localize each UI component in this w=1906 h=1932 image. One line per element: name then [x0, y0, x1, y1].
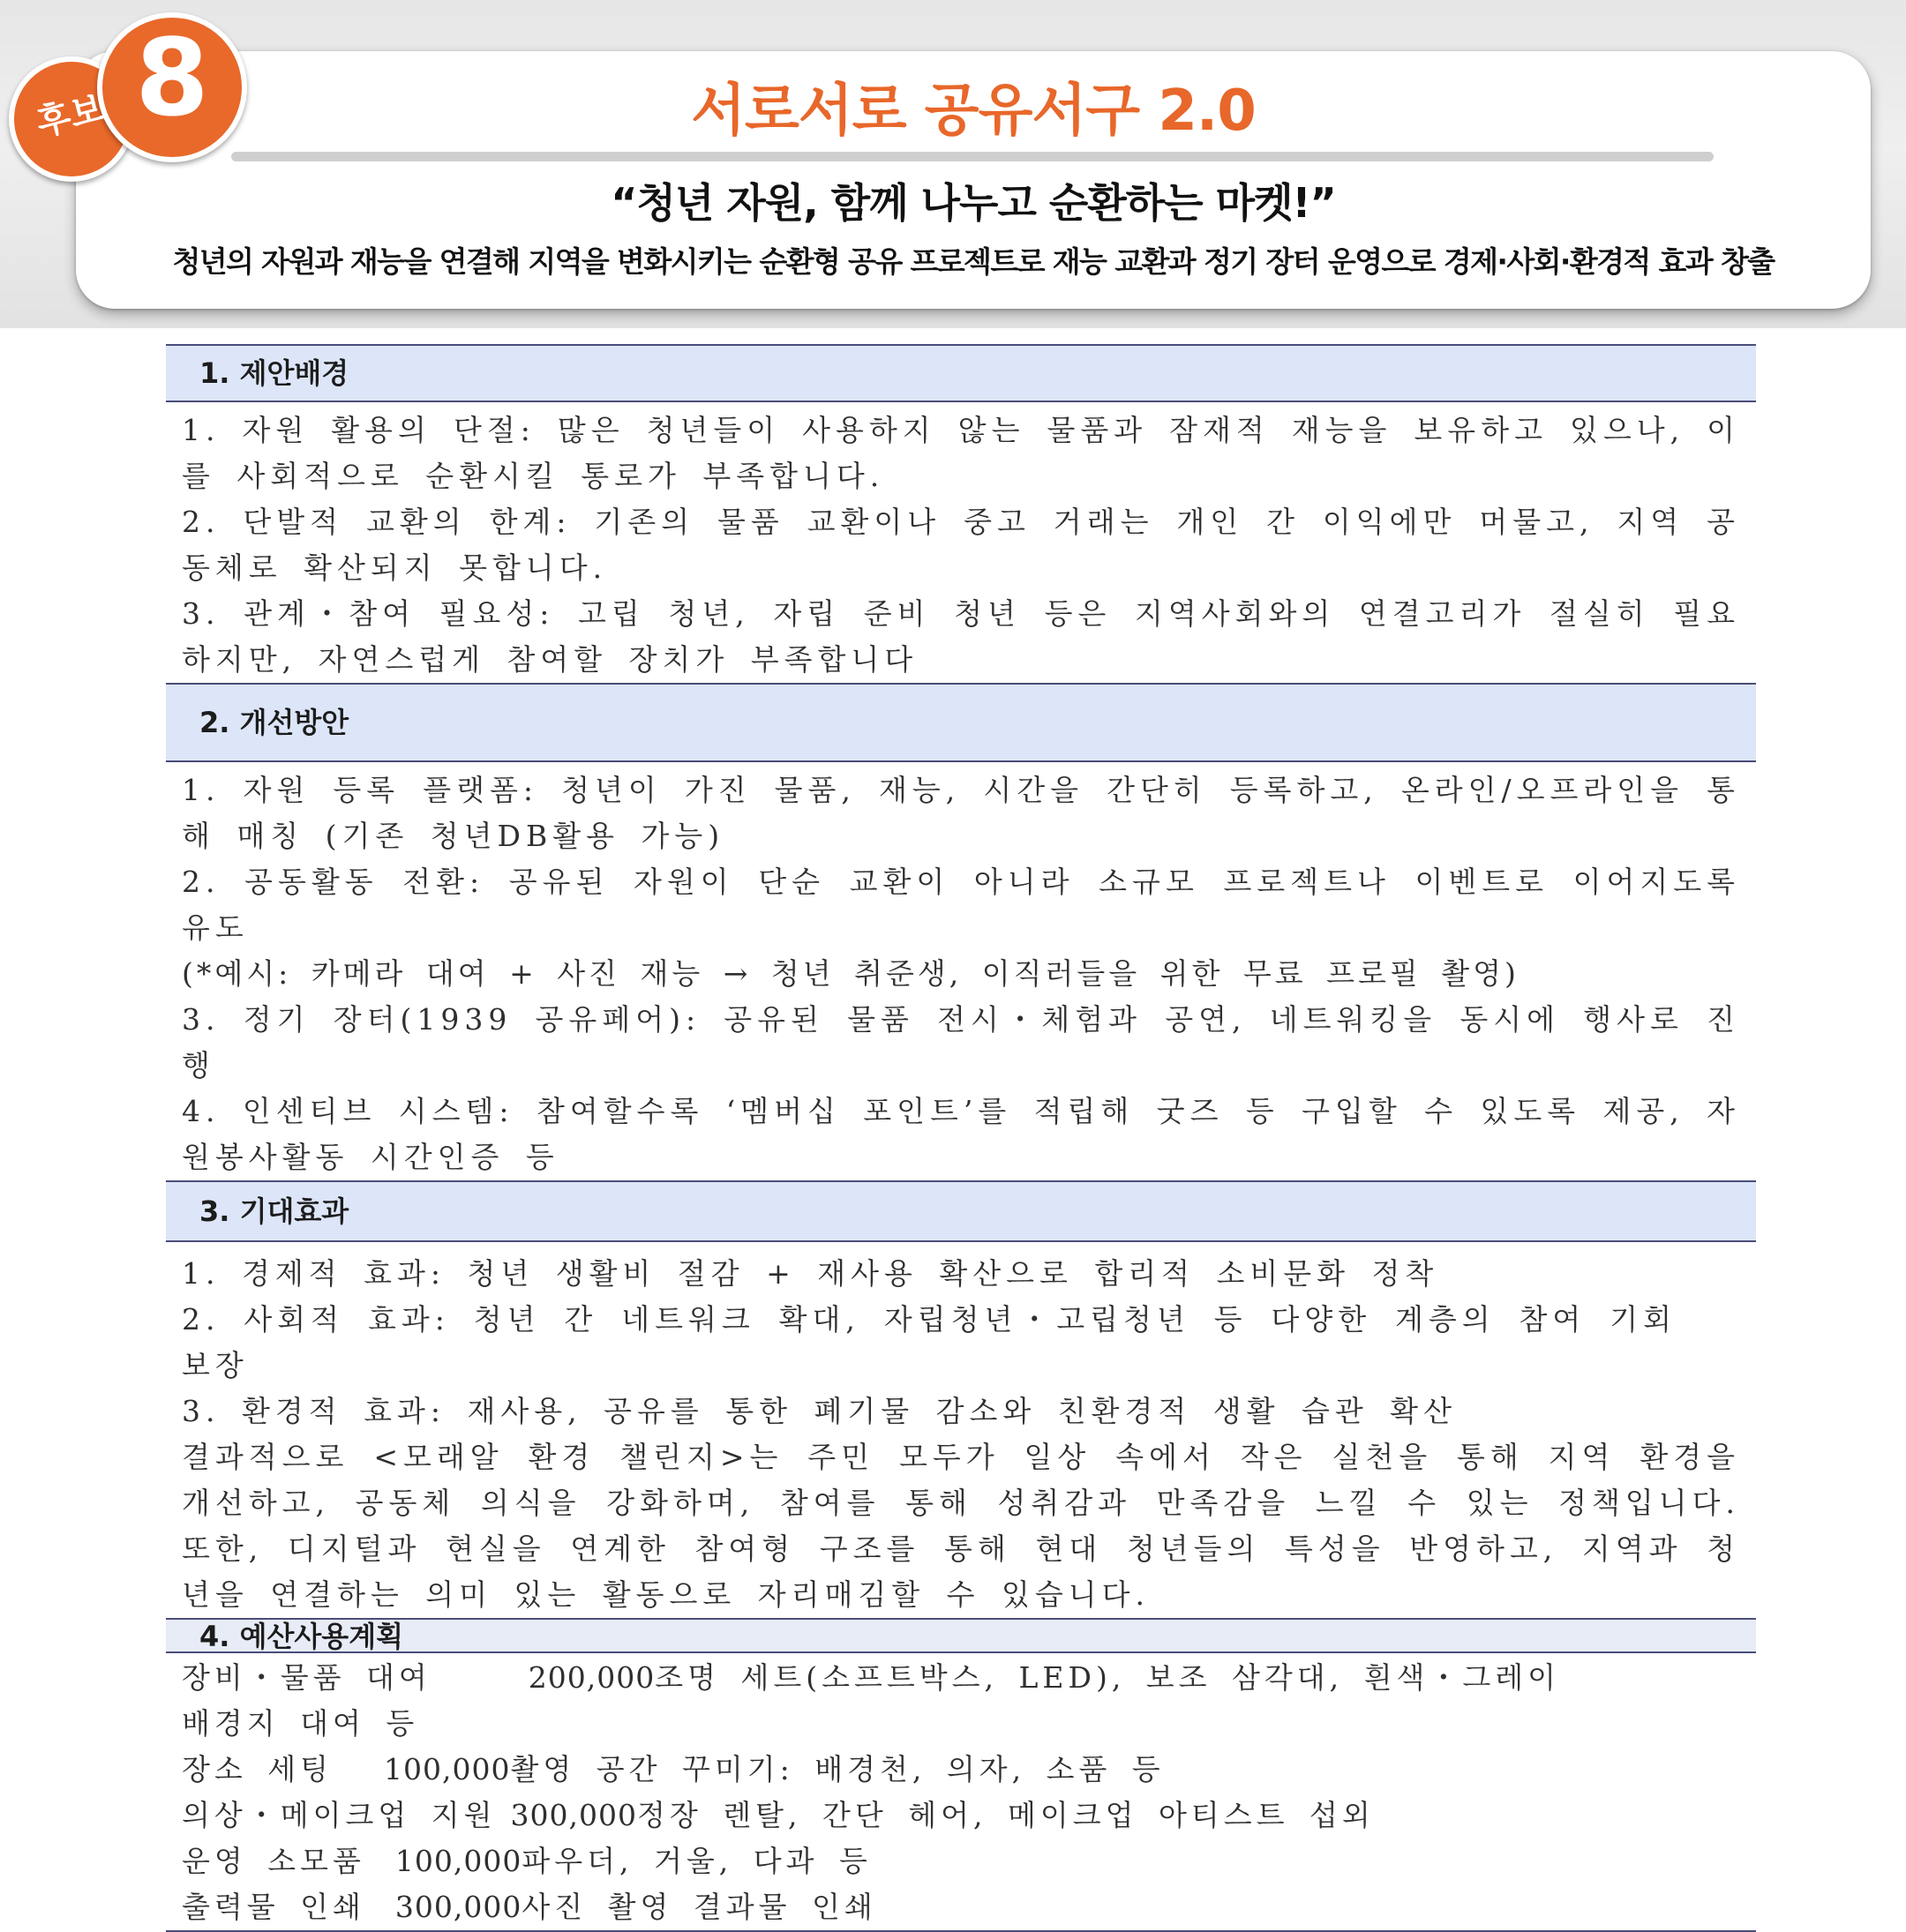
budget-detail: 정장 렌탈, 간단 헤어, 메이크업 아티스트 섭외: [636, 1798, 1375, 1832]
budget-row-continued: [166, 1701, 1756, 1747]
section-heading-background: [166, 1618, 1756, 1653]
title-divider: [231, 152, 1714, 161]
section-heading: 3. 기대효과: [199, 1194, 349, 1228]
page-title: 서로서로 공유서구 2.0: [691, 79, 1256, 144]
list-item: 2. 단발적 교환의 한계: 기존의 물품 교환이나 중고 거래는 개인 간 이익에만 머물고, 지역 공동체로 확산되지 못합니다.: [182, 505, 1740, 585]
list-item: 3. 환경적 효과: 재사용, 공유를 통한 폐기물 감소와 친환경적 생활 습관 확산: [182, 1394, 1457, 1428]
list-item: 1. 경제적 효과: 청년 생활비 절감 + 재사용 확산으로 합리적 소비문화 정착: [182, 1256, 1439, 1291]
budget-amount: 100,000: [384, 1752, 511, 1786]
list-item: 3. 관계・참여 필요성: 고립 청년, 자립 준비 청년 등은 지역사회와의 연결고리가 절실히 필요하지만, 자연스럽게 참여할 장치가 부족합니다: [182, 596, 1740, 677]
slogan: “청년 자원, 함께 나누고 순환하는 마켓!”: [611, 179, 1336, 227]
budget-item: 운영 소모품: [182, 1844, 365, 1878]
budget-row: [166, 1655, 1756, 1701]
budget-amount: 300,000: [394, 1890, 522, 1924]
badge-number: 8: [135, 18, 209, 140]
budget-detail: 파우더, 거울, 다과 등: [522, 1844, 872, 1878]
section-body: [166, 402, 1756, 683]
budget-item: 의상・메이크업 지원: [182, 1798, 497, 1832]
budget-table: [166, 1653, 1756, 1932]
section-heading-background: [166, 683, 1756, 762]
section-heading-background: [166, 1180, 1756, 1242]
budget-amount: 300,000: [510, 1798, 637, 1832]
proposal-document: [166, 344, 1756, 1932]
budget-row: [166, 1747, 1756, 1793]
budget-detail: 촬영 공간 꾸미기: 배경천, 의자, 소품 등: [510, 1752, 1165, 1786]
budget-item: 장비・물품 대여: [182, 1660, 431, 1695]
budget-amount: 200,000: [528, 1660, 656, 1695]
list-item: 2. 사회적 효과: 청년 간 네트워크 확대, 자립청년・고립청년 등 다양한 계층의 참여 기회 보장: [182, 1302, 1677, 1382]
budget-row: [166, 1793, 1756, 1838]
budget-amount: 100,000: [394, 1844, 522, 1878]
candidate-badge: [9, 12, 240, 171]
list-item: 2. 공동활동 전환: 공유된 자원이 단순 교환이 아니라 소규모 프로젝트나 이벤트로 이어지도록 유도: [182, 865, 1740, 945]
list-item: 3. 정기 장터(1939 공유페어): 공유된 물품 전시・체험과 공연, 네트워킹을 동시에 행사로 진행: [182, 1002, 1740, 1082]
budget-row: [166, 1884, 1756, 1930]
section-body: [166, 762, 1756, 1180]
title-card: [76, 51, 1871, 309]
summary-paragraph: 결과적으로 <모래알 환경 챌린지>는 주민 모두가 일상 속에서 작은 실천을 통해 지역 환경을 개선하고, 공동체 의식을 강화하며, 참여를 통해 성취감과 만족감을 느낄 수 있는 정책입니다. 또한, 디지털과 현실을 연계한 참여형 구조를 통해 현대 청년들의 특성을 반영하고, 지역과 청년을 연결하는 의미 있는 활동으로 자리매김할 수 있습니다.: [182, 1440, 1740, 1612]
section-body: [166, 1242, 1756, 1618]
header-banner: [0, 0, 1906, 328]
section-heading: 1. 제안배경: [199, 356, 349, 390]
list-item: (*예시: 카메라 대여 + 사진 재능 → 청년 취준생, 이직러들을 위한 무료 프로필 촬영): [182, 956, 1520, 991]
budget-item: 장소 세팅: [182, 1752, 334, 1786]
section-heading: 2. 개선방안: [199, 706, 349, 739]
budget-detail: 배경지 대여 등: [182, 1706, 419, 1741]
budget-item: 출력물 인쇄: [182, 1890, 365, 1924]
budget-detail: 사진 촬영 결과물 인쇄: [522, 1890, 877, 1924]
list-item: 1. 자원 활용의 단절: 많은 청년들이 사용하지 않는 물품과 잠재적 재능을 보유하고 있으나, 이를 사회적으로 순환시킬 통로가 부족합니다.: [182, 413, 1740, 493]
list-item: 1. 자원 등록 플랫폼: 청년이 가진 물품, 재능, 시간을 간단히 등록하고, 온라인/오프라인을 통해 매칭 (기존 청년DB활용 가능): [182, 773, 1740, 853]
section-heading: 4. 예산사용계획: [199, 1620, 404, 1653]
badge-label: 후보: [32, 88, 109, 145]
project-description: 청년의 자원과 재능을 연결해 지역을 변화시키는 순환형 공유 프로젝트로 재능 교환과 정기 장터 운영으로 경제·사회·환경적 효과 창출: [172, 244, 1775, 279]
budget-row: [166, 1838, 1756, 1884]
section-heading-background: [166, 344, 1756, 402]
list-item: 4. 인센티브 시스템: 참여할수록 ‘멤버십 포인트’를 적립해 굿즈 등 구입할 수 있도록 제공, 자원봉사활동 시간인증 등: [182, 1094, 1740, 1174]
budget-detail: 조명 세트(소프트박스, LED), 보조 삼각대, 흰색・그레이: [655, 1660, 1561, 1695]
